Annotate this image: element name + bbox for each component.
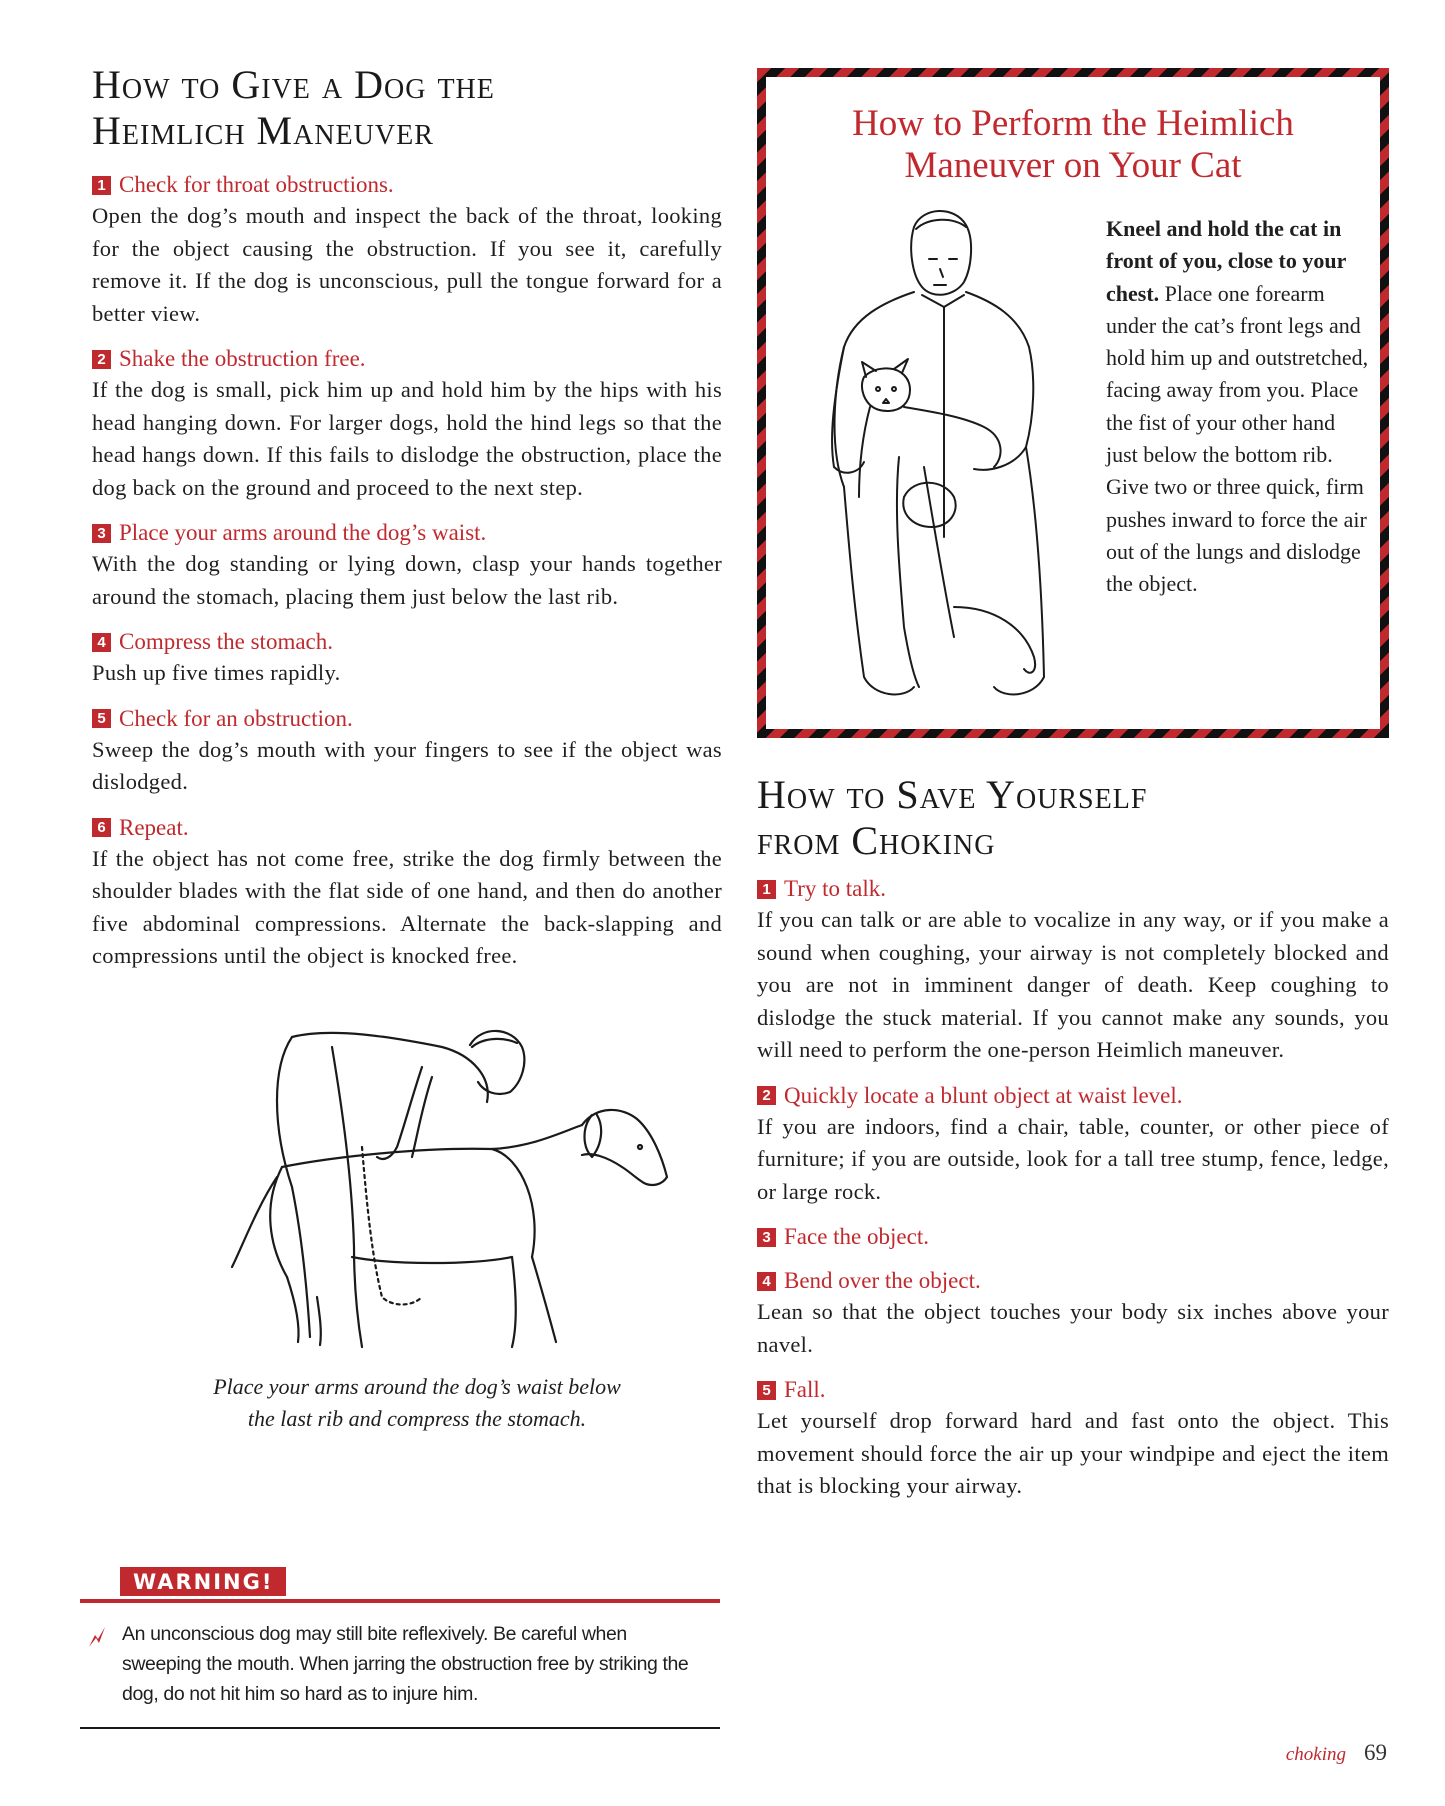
dog-step-6 (92, 813, 722, 973)
self-step-1 (757, 874, 1389, 1067)
caption-line1: Place your arms around the dog’s waist below (213, 1373, 621, 1399)
self-step-2-heading: Quickly locate a blunt object at waist level. (784, 1082, 1183, 1108)
cat-box-body-text: Place one forearm under the cat’s front legs and hold him up and outstretched, facing away from you. Place the fist of your other hand just below the bottom rib. Give two or three quick, firm pushes inward to force the air out of the lungs and dislodge the object. (1106, 280, 1369, 597)
save-title-line2: from Choking (757, 818, 996, 863)
self-step-5 (757, 1375, 1389, 1503)
dog-step-5-heading: Check for an obstruction. (119, 705, 353, 731)
cat-title-line2: Maneuver on Your Cat (904, 145, 1242, 186)
self-step-3-head (757, 1222, 1389, 1252)
step-number-badge: 1 (92, 176, 111, 195)
self-step-1-head (757, 874, 1389, 904)
self-step-5-head (757, 1375, 1389, 1405)
self-step-4 (757, 1266, 1389, 1361)
page-footer (1286, 1740, 1387, 1766)
cat-heimlich-box (757, 68, 1389, 738)
dog-step-1-head (92, 170, 722, 200)
cat-box-inner (766, 77, 1380, 729)
dog-step-3-head (92, 518, 722, 548)
dog-step-2-head (92, 344, 722, 374)
self-step-3 (757, 1222, 1389, 1252)
cat-box-text (1106, 213, 1371, 601)
self-step-4-body: Lean so that the object touches your body six inches above your navel. (757, 1299, 1389, 1357)
warning-text: An unconscious dog may still bite reflexively. Be careful when sweeping the mouth. When jarring the obstruction free by striking the dog, do not hit him so hard as to injure him. (122, 1623, 689, 1705)
save-title-line1: How to Save Yourself (757, 772, 1148, 817)
right-column (757, 68, 1389, 1517)
dog-illustration-caption (92, 1371, 722, 1435)
dog-step-4-head (92, 627, 722, 657)
dog-heimlich-section (92, 62, 722, 1437)
dog-step-2-body: If the dog is small, pick him up and hold him by the hips with his head hanging down. For larger dogs, hold the hind legs so that the head hangs down. If this fails to dislodge the obstruction, place the dog back on the ground and proceed to the next step. (92, 377, 722, 500)
warning-label: WARNING! (120, 1567, 286, 1596)
dog-step-3 (92, 518, 722, 613)
dog-step-4 (92, 627, 722, 690)
dog-step-5-body: Sweep the dog’s mouth with your fingers to see if the object was dislodged. (92, 736, 722, 794)
self-step-1-heading: Try to talk. (784, 876, 887, 901)
dog-step-1 (92, 170, 722, 330)
caption-line2: the last rib and compress the stomach. (247, 1405, 587, 1431)
self-step-5-body: Let yourself drop forward hard and fast onto the object. This movement should force the air up your windpipe and eject the item that is blocking your airway. (757, 1408, 1389, 1498)
self-step-1-body: If you can talk or are able to vocalize in any way, or if you make a sound when coughing, your airway is not completely blocked and you are not in imminent danger of death. Keep coughing to dislodge the stuck material. If you cannot make any sounds, you will need to perform the one-person Heimlich maneuver. (757, 907, 1389, 1062)
section-name: choking (1285, 1744, 1346, 1765)
dog-step-6-body: If the object has not come free, strike the dog firmly between the shoulder blades with the flat side of one hand, and then do another five abdominal compressions. Alternate the back-slapping and compressions until the object is knocked free. (92, 845, 722, 968)
step-number-badge: 2 (92, 350, 111, 369)
cat-box-title (766, 77, 1380, 187)
dog-step-4-heading: Compress the stomach. (119, 629, 333, 654)
self-step-3-heading: Face the object. (784, 1224, 929, 1249)
dog-step-6-head (92, 813, 722, 843)
step-number-badge: 3 (757, 1228, 776, 1247)
step-number-badge: 5 (92, 709, 111, 728)
step-number-badge: 2 (757, 1086, 776, 1105)
lightning-icon (86, 1625, 108, 1649)
dog-step-3-heading: Place your arms around the dog’s waist. (119, 520, 487, 545)
step-number-badge: 4 (757, 1272, 776, 1291)
self-step-5-heading: Fall. (784, 1377, 826, 1402)
step-number-badge: 5 (757, 1381, 776, 1400)
dog-step-5-head (92, 704, 722, 734)
dog-step-3-body: With the dog standing or lying down, clasp your hands together around the stomach, placing them just below the last rib. (92, 551, 722, 609)
cat-title-line1: How to Perform the Heimlich (852, 103, 1294, 144)
save-yourself-title (757, 772, 1389, 864)
dog-step-5 (92, 704, 722, 799)
self-step-2-head (757, 1081, 1389, 1111)
self-step-4-heading: Bend over the object. (784, 1268, 981, 1293)
self-step-4-head (757, 1266, 1389, 1296)
dog-heimlich-illustration (92, 1007, 722, 1437)
dog-title-line2: Heimlich Maneuver (92, 108, 434, 153)
step-number-badge: 1 (757, 880, 776, 899)
cat-box-bold-text: Kneel and hold the cat in front of you, close to your chest. (1106, 216, 1346, 306)
dog-section-title (92, 62, 722, 154)
step-number-badge: 4 (92, 633, 111, 652)
dog-step-1-body: Open the dog’s mouth and inspect the back of the throat, looking for the object causing the obstruction. If you see it, carefully remove it. If the dog is unconscious, pull the tongue forward for a better view. (92, 203, 722, 326)
dog-title-line1: How to Give a Dog the (92, 62, 495, 107)
man-and-dog-drawing (92, 1007, 722, 1367)
page-number: 69 (1364, 1740, 1387, 1765)
dog-step-4-body: Push up five times rapidly. (92, 660, 341, 685)
dog-step-1-heading: Check for throat obstructions. (119, 172, 394, 197)
warning-bottom-rule (80, 1727, 720, 1729)
dog-step-2-heading: Shake the obstruction free. (119, 346, 366, 371)
self-step-2-body: If you are indoors, find a chair, table, counter, or other piece of furniture; if you are outside, look for a tall tree stump, fence, ledge, or large rock. (757, 1113, 1389, 1204)
warning-rule (80, 1599, 720, 1603)
step-number-badge: 6 (92, 818, 111, 837)
self-step-2 (757, 1081, 1389, 1209)
dog-step-6-heading: Repeat. (119, 814, 189, 840)
dog-step-2 (92, 344, 722, 504)
man-holding-cat-drawing (804, 207, 1094, 707)
step-number-badge: 3 (92, 524, 111, 543)
